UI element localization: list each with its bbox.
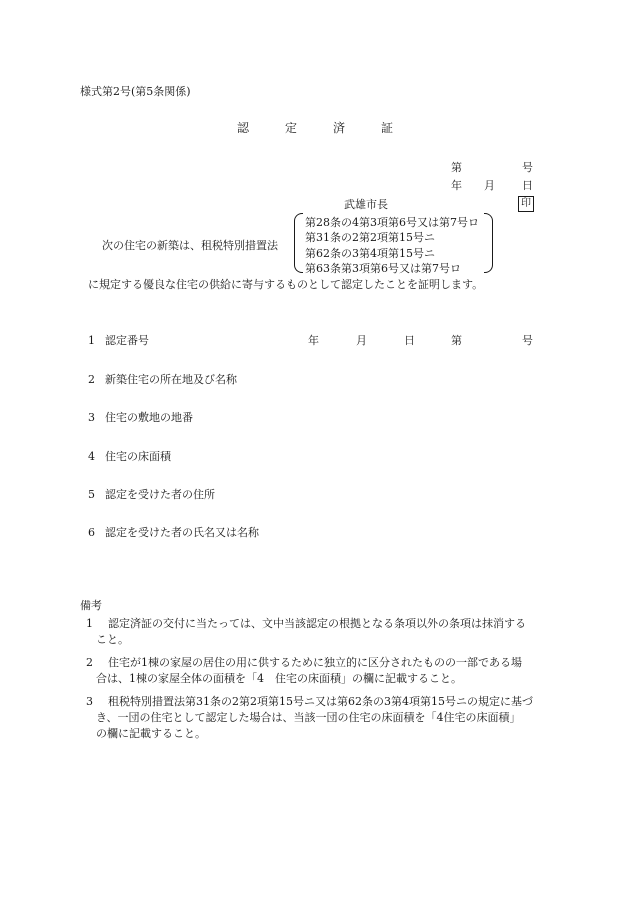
title-char: 済 [333, 121, 346, 135]
item-number: 6 [88, 526, 95, 539]
lead-text: 次の住宅の新築は、租税特別措置法 [102, 239, 278, 252]
item-label: 住宅の床面積 [105, 450, 171, 463]
issue-month: 月 [484, 179, 495, 192]
form-id: 様式第2号(第5条関係) [80, 85, 191, 98]
remark-note [86, 616, 556, 648]
issue-year: 年 [451, 179, 462, 192]
note-line: き、一団の住宅として認定した場合は、当該一団の住宅の床面積を「4住宅の床面積」 [96, 711, 521, 724]
seal-mark: 印 [518, 196, 534, 212]
item-number: 5 [88, 488, 95, 501]
certification-text: に規定する優良な住宅の供給に寄与するものとして認定したことを証明します。 [88, 278, 484, 291]
item-number: 3 [88, 411, 95, 424]
title-char: 定 [284, 121, 297, 135]
clause-item: 第62条の3第4項第15号ニ [305, 246, 435, 260]
item-label: 認定を受けた者の氏名又は名称 [105, 526, 259, 539]
note-line: こと。 [96, 633, 129, 646]
bracket-left [294, 213, 303, 273]
item1-day: 日 [404, 334, 415, 347]
note-number: 3 [86, 695, 93, 708]
note-number: 2 [86, 656, 93, 669]
issuer: 武雄市長 [344, 198, 388, 211]
item-label: 認定を受けた者の住所 [105, 488, 215, 501]
number-prefix: 第 [451, 161, 462, 174]
note-line: 住宅が1棟の家屋の居住の用に供するために独立的に区分されたものの一部である場 [108, 656, 522, 669]
remark-note [86, 655, 556, 687]
clause-item: 第28条の4第3項第6号又は第7号ロ [305, 216, 479, 229]
note-line: の欄に記載すること。 [96, 727, 206, 740]
title-char: 認 [236, 121, 249, 135]
clause-item: 第31条の2第2項第15号ニ [305, 231, 435, 245]
issue-day: 日 [522, 179, 533, 192]
item-label: 住宅の敷地の地番 [105, 411, 193, 424]
item-label: 認定番号 [105, 334, 149, 347]
item1-number-prefix: 第 [451, 334, 462, 347]
note-line: 認定済証の交付に当たっては、文中当該認定の根拠となる条項以外の条項は抹消する [108, 617, 526, 630]
remarks-heading: 備考 [80, 599, 102, 612]
item-number: 4 [88, 450, 95, 463]
remark-note [86, 694, 556, 742]
item-number: 1 [88, 334, 95, 347]
note-line: 合は、1棟の家屋全体の面積を「4 住宅の床面積」の欄に記載すること。 [96, 672, 462, 685]
item-label: 新築住宅の所在地及び名称 [105, 373, 237, 386]
note-line: 租税特別措置法第31条の2第2項第15号ニ又は第62条の3第4項第15号ニの規定に基づ [108, 695, 533, 708]
document-title [0, 122, 630, 134]
title-char: 証 [381, 121, 394, 135]
clause-list [305, 215, 479, 276]
note-number: 1 [86, 617, 93, 630]
number-suffix: 号 [522, 161, 533, 174]
clause-item: 第63条第3項第6号又は第7号ロ [305, 261, 461, 275]
bracket-right [484, 213, 493, 273]
item-number: 2 [88, 373, 95, 386]
item1-number-suffix: 号 [522, 334, 533, 347]
item1-year: 年 [308, 334, 319, 347]
item1-month: 月 [356, 334, 367, 347]
